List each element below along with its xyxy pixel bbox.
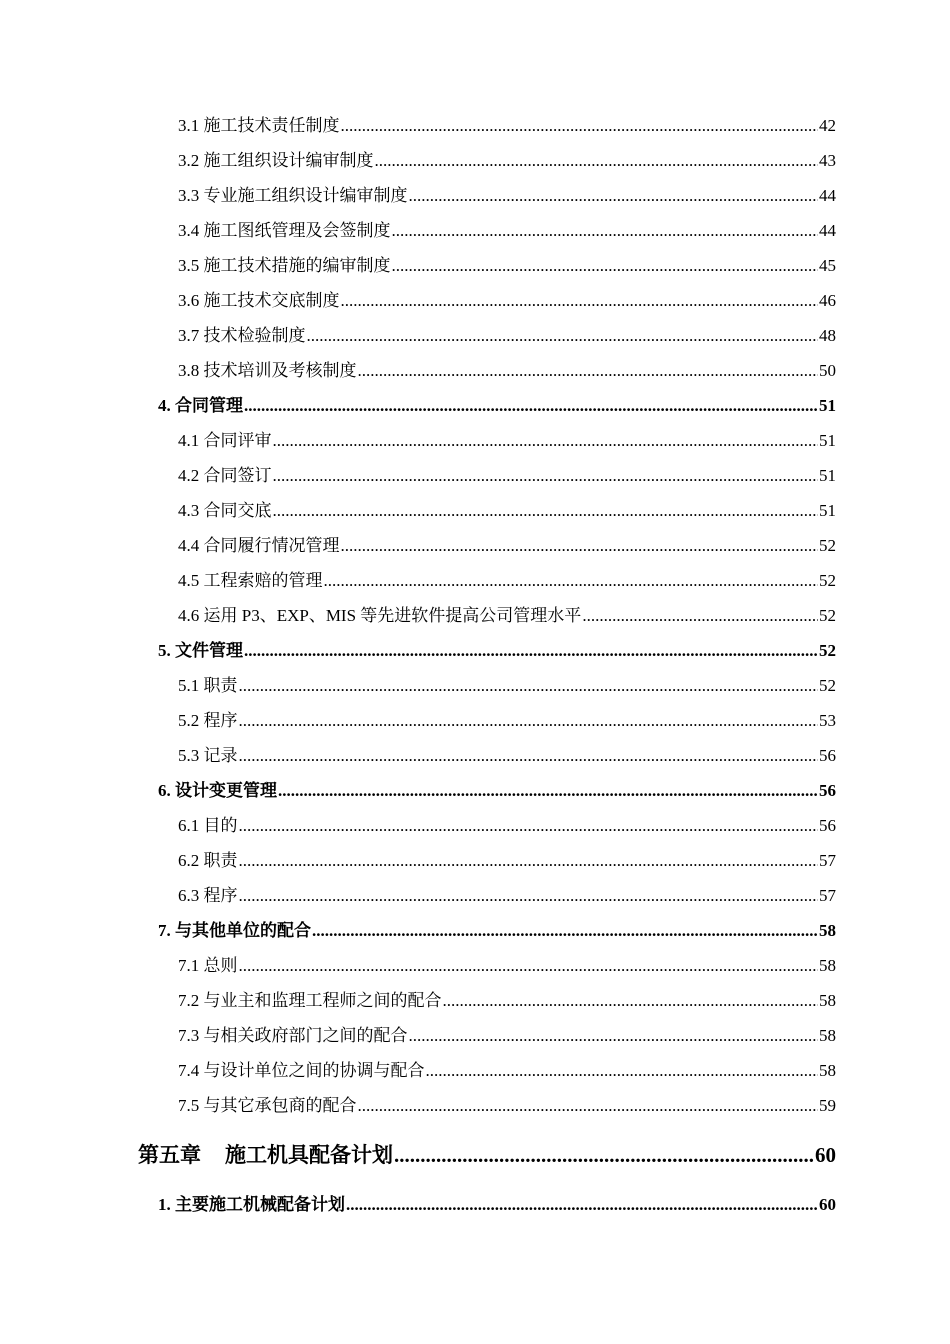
toc-leader-dots	[358, 353, 819, 388]
toc-entry-label: 3.5 施工技术措施的编审制度	[178, 256, 391, 275]
toc-entry-page: 42	[819, 116, 836, 135]
toc-leader-dots	[394, 1128, 814, 1182]
toc-section-entry[interactable]	[0, 773, 950, 808]
toc-entry-page: 58	[819, 956, 836, 975]
toc-leader-dots	[278, 773, 818, 808]
toc-entry-page: 57	[819, 851, 836, 870]
toc-entry-page: 56	[819, 781, 836, 800]
toc-section-entry[interactable]	[0, 913, 950, 948]
toc-section-entry[interactable]	[0, 388, 950, 423]
toc-chapter-entry[interactable]	[0, 1128, 950, 1182]
toc-after-chapter	[0, 1187, 950, 1222]
toc-subsection-entry[interactable]	[0, 948, 950, 983]
toc-subsection-entry[interactable]	[0, 598, 950, 633]
toc-entry-page: 52	[819, 641, 836, 660]
toc-entry-page: 51	[819, 501, 836, 520]
toc-subsection-entry[interactable]	[0, 458, 950, 493]
toc-entry-label: 7.5 与其它承包商的配合	[178, 1096, 357, 1115]
toc-entries	[0, 108, 950, 1123]
toc-entry-page: 51	[819, 396, 836, 415]
toc-leader-dots	[239, 738, 819, 773]
toc-entry-page: 52	[819, 606, 836, 625]
toc-leader-dots	[239, 948, 819, 983]
toc-leader-dots	[409, 178, 819, 213]
toc-entry-label: 5.3 记录	[178, 746, 238, 765]
toc-entry-label: 7.1 总则	[178, 956, 238, 975]
toc-chapter-number: 第五章	[138, 1143, 201, 1167]
toc-entry-label: 7.3 与相关政府部门之间的配合	[178, 1026, 408, 1045]
toc-entry-label: 4.5 工程索赔的管理	[178, 571, 323, 590]
toc-entry-page: 43	[819, 151, 836, 170]
toc-subsection-entry[interactable]	[0, 353, 950, 388]
toc-entry-page: 56	[819, 746, 836, 765]
toc-leader-dots	[239, 668, 819, 703]
toc-leader-dots	[443, 983, 819, 1018]
toc-leader-dots	[244, 633, 818, 668]
toc-entry-label: 4. 合同管理	[158, 396, 243, 415]
toc-subsection-entry[interactable]	[0, 493, 950, 528]
toc-leader-dots	[239, 843, 819, 878]
toc-leader-dots	[341, 528, 819, 563]
toc-entry-label: 7. 与其他单位的配合	[158, 921, 311, 940]
toc-entry-label: 6.3 程序	[178, 886, 238, 905]
toc-subsection-entry[interactable]	[0, 563, 950, 598]
toc-subsection-entry[interactable]	[0, 703, 950, 738]
toc-leader-dots	[307, 318, 819, 353]
toc-entry-page: 51	[819, 466, 836, 485]
toc-leader-dots	[375, 143, 819, 178]
toc-entry-page: 52	[819, 676, 836, 695]
toc-entry-page: 53	[819, 711, 836, 730]
toc-subsection-entry[interactable]	[0, 843, 950, 878]
toc-entry-label: 3.3 专业施工组织设计编审制度	[178, 186, 408, 205]
toc-subsection-entry[interactable]	[0, 528, 950, 563]
toc-entry-label: 4.2 合同签订	[178, 466, 272, 485]
toc-entry-label: 6.2 职责	[178, 851, 238, 870]
toc-subsection-entry[interactable]	[0, 983, 950, 1018]
toc-entry-label: 3.4 施工图纸管理及会签制度	[178, 221, 391, 240]
toc-entry-page: 58	[819, 921, 836, 940]
toc-section-entry[interactable]	[0, 633, 950, 668]
toc-entry-label: 3.2 施工组织设计编审制度	[178, 151, 374, 170]
toc-leader-dots	[392, 248, 819, 283]
toc-leader-dots	[426, 1053, 819, 1088]
toc-entry-label: 3.6 施工技术交底制度	[178, 291, 340, 310]
toc-leader-dots	[239, 703, 819, 738]
toc-entry-page: 52	[819, 571, 836, 590]
toc-leader-dots	[244, 388, 818, 423]
toc-entry-page: 48	[819, 326, 836, 345]
toc-entry-label: 6.1 目的	[178, 816, 238, 835]
toc-leader-dots	[239, 878, 819, 913]
toc-subsection-entry[interactable]	[0, 878, 950, 913]
toc-entry-label: 1. 主要施工机械配备计划	[158, 1195, 345, 1214]
toc-entry-label: 3.7 技术检验制度	[178, 326, 306, 345]
toc-entry-page: 45	[819, 256, 836, 275]
toc-leader-dots	[239, 808, 819, 843]
toc-entry-page: 50	[819, 361, 836, 380]
toc-entry-page: 46	[819, 291, 836, 310]
toc-leader-dots	[582, 598, 818, 633]
toc-leader-dots	[409, 1018, 819, 1053]
toc-subsection-entry[interactable]	[0, 1018, 950, 1053]
toc-subsection-entry[interactable]	[0, 248, 950, 283]
toc-leader-dots	[273, 423, 819, 458]
toc-chapter-page: 60	[815, 1143, 836, 1167]
toc-entry-page: 44	[819, 186, 836, 205]
toc-subsection-entry[interactable]	[0, 178, 950, 213]
toc-entry-label: 5. 文件管理	[158, 641, 243, 660]
toc-subsection-entry[interactable]	[0, 668, 950, 703]
toc-leader-dots	[346, 1187, 818, 1222]
toc-entry-page: 56	[819, 816, 836, 835]
toc-entry-page: 44	[819, 221, 836, 240]
toc-entry-label: 5.1 职责	[178, 676, 238, 695]
toc-leader-dots	[312, 913, 818, 948]
toc-leader-dots	[358, 1088, 819, 1123]
toc-chapter-label	[138, 1128, 393, 1182]
toc-subsection-entry[interactable]	[0, 1088, 950, 1123]
toc-leader-dots	[392, 213, 819, 248]
toc-entry-label: 5.2 程序	[178, 711, 238, 730]
toc-subsection-entry[interactable]	[0, 283, 950, 318]
toc-leader-dots	[273, 493, 819, 528]
toc-entry-page: 58	[819, 991, 836, 1010]
toc-subsection-entry[interactable]	[0, 1053, 950, 1088]
toc-entry-page: 60	[819, 1195, 836, 1214]
toc-subsection-entry[interactable]	[0, 213, 950, 248]
toc-entry-label: 3.8 技术培训及考核制度	[178, 361, 357, 380]
toc-entry-label: 3.1 施工技术责任制度	[178, 116, 340, 135]
toc-leader-dots	[273, 458, 819, 493]
toc-entry-label: 4.4 合同履行情况管理	[178, 536, 340, 555]
toc-entry-page: 58	[819, 1026, 836, 1045]
toc-entry-page: 52	[819, 536, 836, 555]
toc-entry-label: 6. 设计变更管理	[158, 781, 277, 800]
toc-subsection-entry[interactable]	[0, 738, 950, 773]
toc-subsection-entry[interactable]	[0, 808, 950, 843]
toc-entry-page: 51	[819, 431, 836, 450]
toc-leader-dots	[324, 563, 819, 598]
toc-subsection-entry[interactable]	[0, 423, 950, 458]
toc-section-entry[interactable]	[0, 1187, 950, 1222]
toc-entry-label: 4.6 运用 P3、EXP、MIS 等先进软件提高公司管理水平	[178, 606, 582, 625]
toc-entry-page: 57	[819, 886, 836, 905]
toc-subsection-entry[interactable]	[0, 143, 950, 178]
toc-entry-label: 4.1 合同评审	[178, 431, 272, 450]
toc-subsection-entry[interactable]	[0, 318, 950, 353]
toc-leader-dots	[341, 283, 819, 318]
toc-entry-page: 59	[819, 1096, 836, 1115]
toc-entry-label: 7.4 与设计单位之间的协调与配合	[178, 1061, 425, 1080]
toc-entry-label: 4.3 合同交底	[178, 501, 272, 520]
toc-entry-page: 58	[819, 1061, 836, 1080]
toc-leader-dots	[341, 108, 819, 143]
toc-chapter-title: 施工机具配备计划	[225, 1143, 393, 1167]
table-of-contents	[0, 108, 950, 1222]
toc-entry-label: 7.2 与业主和监理工程师之间的配合	[178, 991, 442, 1010]
toc-subsection-entry[interactable]	[0, 108, 950, 143]
